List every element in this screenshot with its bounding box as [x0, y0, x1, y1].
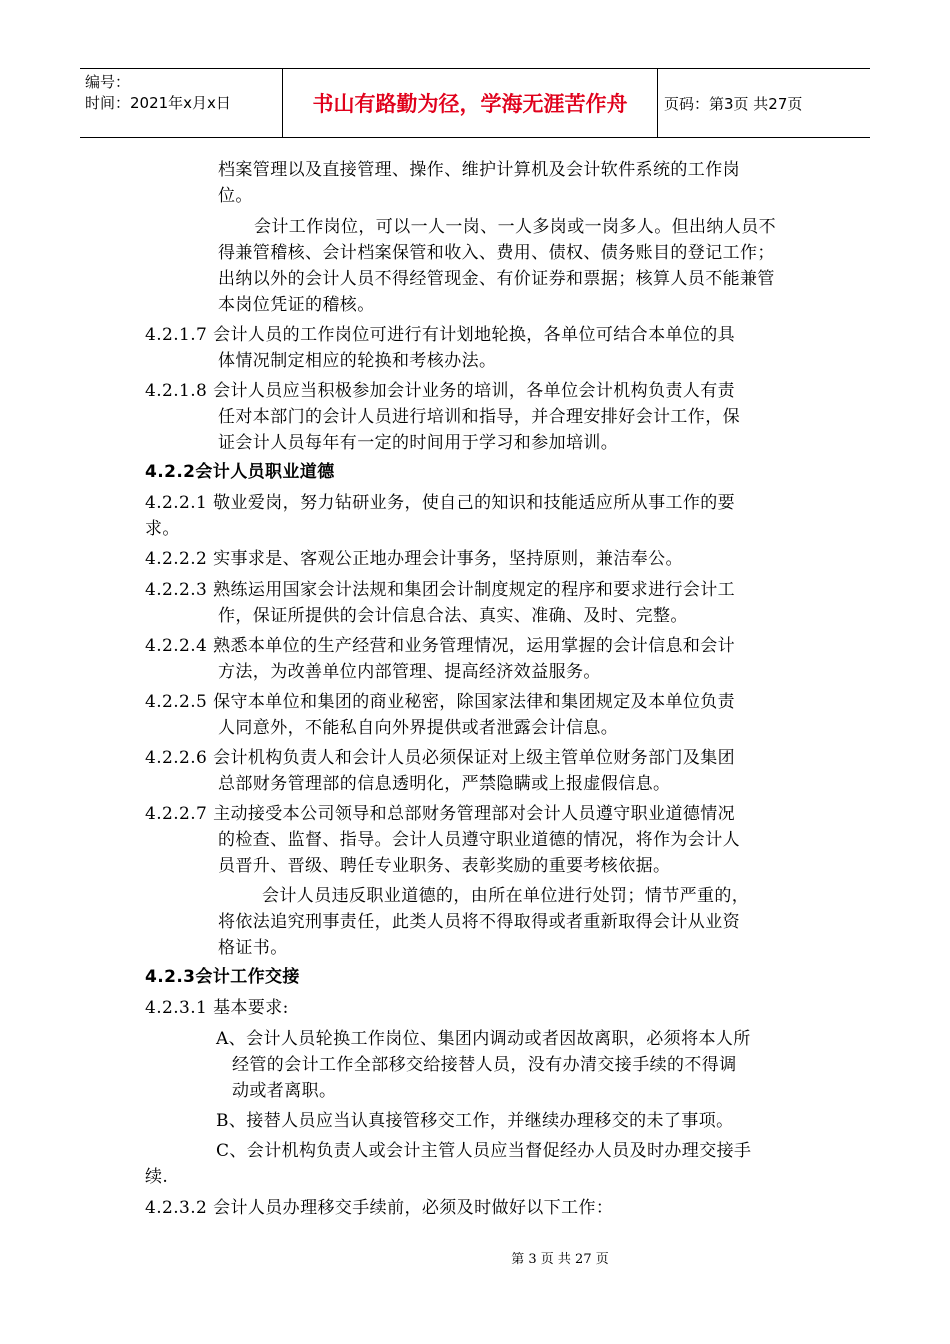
list-item-c: C、会计机构负责人或会计主管人员应当督促经办人员及时办理交接手: [216, 1141, 752, 1161]
clause-4-2-1-8: 4.2.1.8 会计人员应当积极参加会计业务的培训，各单位会计机构负责人有责: [145, 381, 736, 401]
section-heading-4-2-3: 4.2.3会计工作交接: [145, 967, 300, 987]
text-line: 员晋升、晋级、聘任专业职务、表彰奖励的重要考核依据。: [218, 856, 671, 876]
header-motto: 书山有路勤为径，学海无涯苦作舟: [283, 69, 658, 137]
clause-4-2-2-4: 4.2.2.4 熟悉本单位的生产经营和业务管理情况，运用掌握的会计信息和会计: [145, 636, 736, 656]
text-line: 动或者离职。: [232, 1081, 337, 1101]
text-line: 本岗位凭证的稽核。: [218, 295, 375, 315]
text-line: 位。: [218, 186, 253, 206]
page-header: [80, 68, 870, 138]
header-page-info: 页码：第3页 共27页: [664, 94, 803, 113]
clause-4-2-2-2: 4.2.2.2 实事求是、客观公正地办理会计事务，坚持原则，兼洁奉公。: [145, 549, 683, 569]
page-footer: 第 3 页 共 27 页: [511, 1252, 609, 1267]
document-number-label: 编号：: [85, 73, 131, 91]
text-line: 续.: [145, 1167, 169, 1187]
text-line: 总部财务管理部的信息透明化，严禁隐瞒或上报虚假信息。: [218, 774, 671, 794]
text-line: 任对本部门的会计人员进行培训和指导，并合理安排好会计工作，保: [218, 407, 740, 427]
text-line: 会计人员违反职业道德的，由所在单位进行处罚；情节严重的，: [262, 886, 750, 906]
text-line: 求。: [145, 519, 180, 539]
text-line: 经管的会计工作全部移交给接替人员，没有办清交接手续的不得调: [232, 1055, 737, 1075]
text-line: 方法，为改善单位内部管理、提高经济效益服务。: [218, 662, 601, 682]
list-item-a: A、会计人员轮换工作岗位、集团内调动或者因故离职，必须将本人所: [216, 1029, 751, 1049]
list-item-b: B、接替人员应当认真接管移交工作，并继续办理移交的未了事项。: [216, 1111, 734, 1131]
text-line: 出纳以外的会计人员不得经管现金、有价证券和票据；核算人员不能兼管: [218, 269, 775, 289]
clause-4-2-2-1: 4.2.2.1 敬业爱岗，努力钻研业务，使自己的知识和技能适应所从事工作的要: [145, 493, 736, 513]
text-line: 作，保证所提供的会计信息合法、真实、准确、及时、完整。: [218, 606, 688, 626]
section-heading-4-2-2: 4.2.2会计人员职业道德: [145, 462, 335, 482]
clause-4-2-3-2: 4.2.3.2 会计人员办理移交手续前，必须及时做好以下工作：: [145, 1198, 614, 1218]
text-line: 格证书。: [218, 938, 288, 958]
clause-4-2-3-1: 4.2.3.1 基本要求:: [145, 998, 289, 1018]
text-line: 人同意外，不能私自向外界提供或者泄露会计信息。: [218, 718, 619, 738]
clause-4-2-2-3: 4.2.2.3 熟练运用国家会计法规和集团会计制度规定的程序和要求进行会计工: [145, 580, 736, 600]
clause-4-2-1-7: 4.2.1.7 会计人员的工作岗位可进行有计划地轮换，各单位可结合本单位的具: [145, 325, 736, 345]
text-line: 会计工作岗位，可以一人一岗、一人多岗或一岗多人。但出纳人员不: [254, 217, 776, 237]
text-line: 的检查、监督、指导。会计人员遵守职业道德的情况，将作为会计人: [218, 830, 740, 850]
text-line: 将依法追究刑事责任，此类人员将不得取得或者重新取得会计从业资: [218, 912, 740, 932]
document-time-label: 时间：2021年x月x日: [85, 94, 231, 112]
clause-4-2-2-6: 4.2.2.6 会计机构负责人和会计人员必须保证对上级主管单位财务部门及集团: [145, 748, 736, 768]
text-line: 证会计人员每年有一定的时间用于学习和参加培训。: [218, 433, 619, 453]
text-line: 体情况制定相应的轮换和考核办法。: [218, 351, 497, 371]
clause-4-2-2-7: 4.2.2.7 主动接受本公司领导和总部财务管理部对会计人员遵守职业道德情况: [145, 804, 736, 824]
text-line: 档案管理以及直接管理、操作、维护计算机及会计软件系统的工作岗: [218, 160, 740, 180]
header-meta: [80, 69, 283, 137]
clause-4-2-2-5: 4.2.2.5 保守本单位和集团的商业秘密，除国家法律和集团规定及本单位负责: [145, 692, 736, 712]
text-line: 得兼管稽核、会计档案保管和收入、费用、债权、债务账目的登记工作；: [218, 243, 775, 263]
